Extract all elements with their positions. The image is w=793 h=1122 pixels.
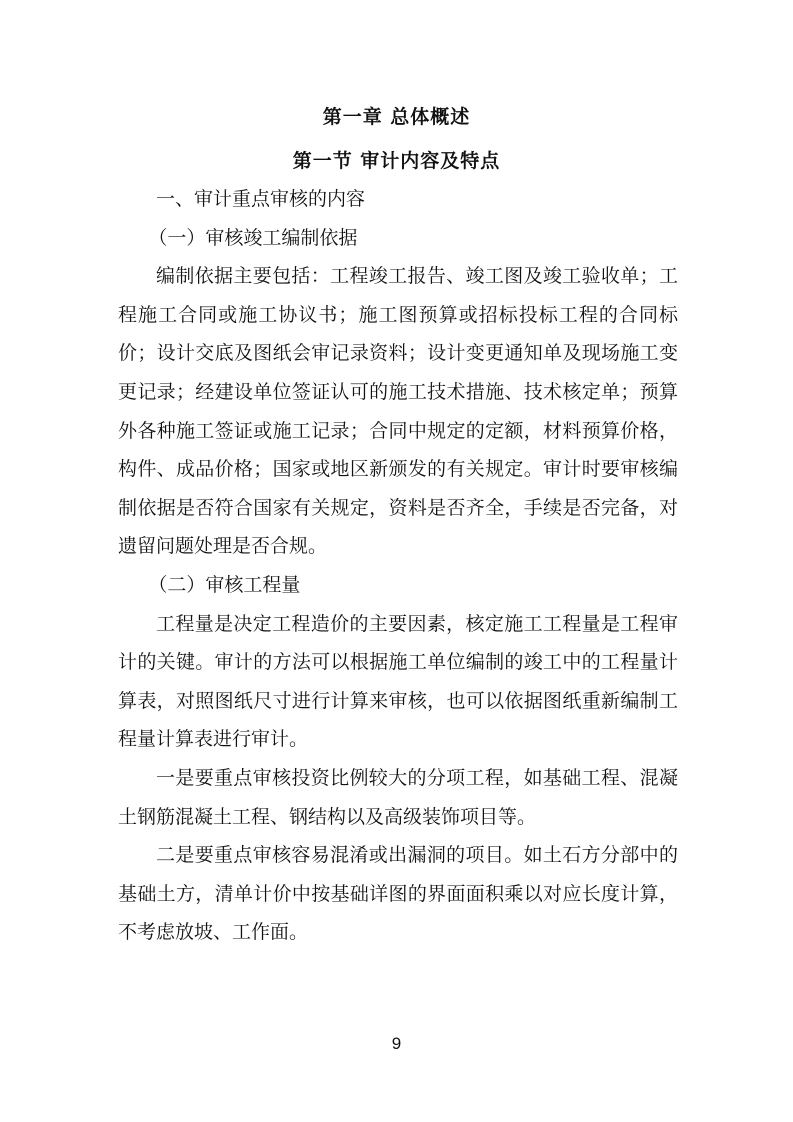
- subheading-quantities: （二）审核工程量: [148, 573, 301, 596]
- section-title: 第一节 审计内容及特点: [292, 150, 501, 172]
- paragraph-point-one: 一是要重点审核投资比例较大的分项工程，如基础工程、混凝土钢筋混凝土工程、钢结构以及高级装饰项目等。: [118, 766, 678, 828]
- paragraph-quantities: 工程量是决定工程造价的主要因素，核定施工工程量是工程审计的关键。审计的方法可以根据施工单位编制的竣工中的工程量计算表，对照图纸尺寸进行计算来审核，也可以依据图纸重新编制工程量计算表进行审计。: [118, 612, 678, 751]
- paragraph-point-two: 二是要重点审核容易混淆或出漏洞的项目。如土石方分部中的基础土方，清单计价中按基础详图的界面面积乘以对应长度计算，不考虑放坡、工作面。: [118, 844, 678, 944]
- paragraph-completion-basis: 编制依据主要包括：工程竣工报告、竣工图及竣工验收单；工程施工合同或施工协议书；施工图预算或招标投标工程的合同标价；设计交底及图纸会审记录资料；设计变更通知单及现场施工变更记录；经建设单位签证认可的施工技术措施、技术核定单；预算外各种施工签证或施工记录；合同中规定的定额，材料预算价格，构件、成品价格；国家或地区新颁发的有关规定。审计时要审核编制依据是否符合国家有关规定，资料是否齐全，手续是否完备，对遗留问题处理是否合规。: [118, 265, 678, 558]
- page-number: 9: [391, 1034, 402, 1053]
- chapter-title: 第一章 总体概述: [322, 106, 471, 128]
- document-body: [118, 180, 678, 952]
- subheading-completion-basis: （一）审核竣工编制依据: [148, 226, 358, 249]
- heading-key-audit-content: 一、审计重点审核的内容: [156, 188, 366, 210]
